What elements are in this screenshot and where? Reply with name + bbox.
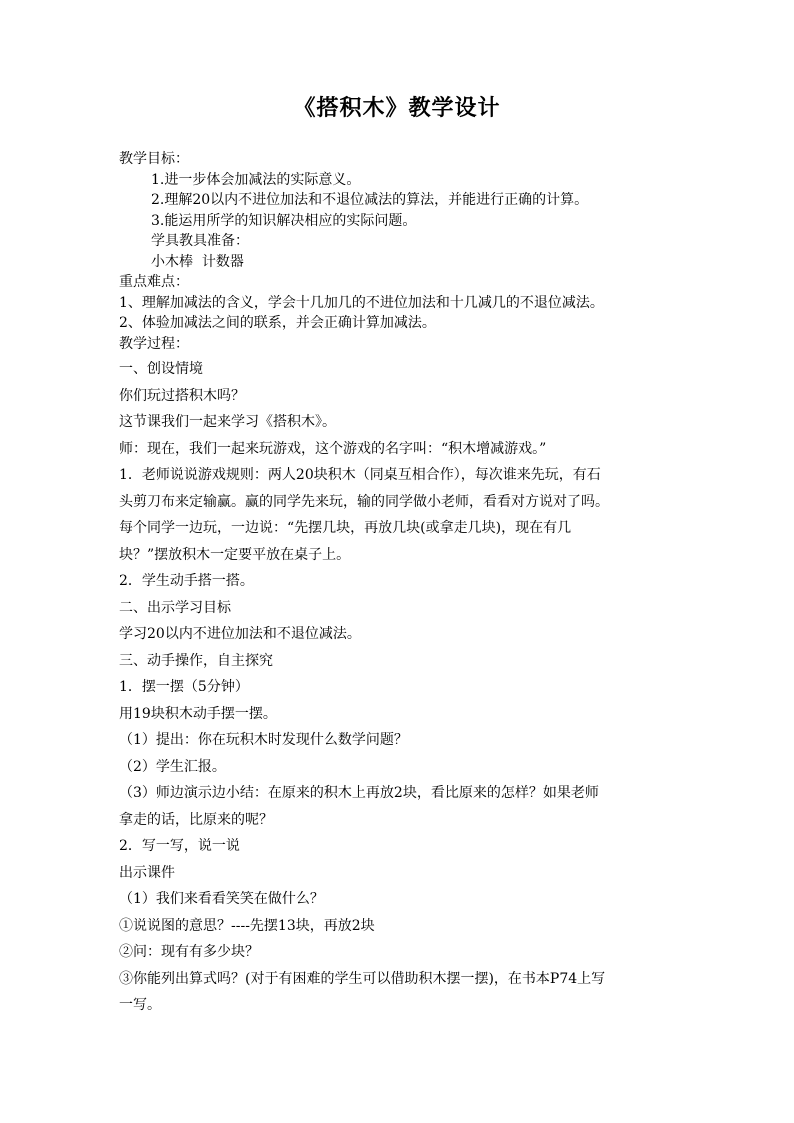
goals-heading: 教学目标： [119, 151, 189, 167]
paragraph: 拿走的话，比原来的呢？ [119, 811, 273, 828]
paragraph: 头剪刀布来定输赢。赢的同学先来玩，输的同学做小老师，看看对方说对了吗。 [119, 493, 609, 510]
paragraph: 学习20以内不进位加法和不退位减法。 [119, 626, 361, 642]
paragraph: （3）师边演示边小结：在原来的积木上再放2块，看比原来的怎样？如果老师 [119, 785, 599, 801]
goal-item: 1.进一步体会加减法的实际意义。 [151, 171, 361, 188]
paragraph: （1）提出：你在玩积木时发现什么数学问题？ [119, 732, 408, 748]
paragraph: ③你能列出算式吗？(对于有困难的学生可以借助积木摆一摆)，在书本P74上写 [119, 970, 606, 987]
keypoints-heading: 重点难点： [119, 274, 189, 290]
keypoint-item: 2、体验加减法之间的联系，并会正确计算加减法。 [119, 315, 436, 331]
paragraph: 用19块积木动手摆一摆。 [119, 705, 277, 722]
paragraph: （1）我们来看看笑笑在做什么？ [119, 891, 324, 907]
section-heading: 三、动手操作，自主探究 [119, 652, 273, 669]
section-heading: 一、创设情境 [119, 361, 203, 377]
paragraph: 每个同学一边玩，一边说：“先摆几块，再放几块(或拿走几块)，现在有几 [119, 520, 572, 536]
paragraph: 师：现在，我们一起来玩游戏，这个游戏的名字叫：“积木增减游戏。” [119, 440, 547, 457]
goal-item: 2.理解20以内不进位加法和不退位减法的算法，并能进行正确的计算。 [151, 192, 589, 208]
paragraph: 一写。 [119, 997, 161, 1013]
paragraph: 出示课件 [119, 864, 175, 881]
goal-item: 3.能运用所学的知识解决相应的实际问题。 [151, 212, 417, 229]
paragraph: ①说说图的意思？----先摆13块，再放2块 [119, 917, 375, 934]
section-heading: 二、出示学习目标 [119, 599, 231, 616]
paragraph: 1．摆一摆（5分钟） [119, 679, 249, 695]
process-heading: 教学过程： [119, 335, 189, 352]
paragraph: 块？”摆放积木一定要平放在桌子上。 [119, 546, 351, 563]
paragraph: ②问：现有有多少块？ [119, 944, 259, 960]
paragraph: 2．写一写，说一说 [119, 838, 240, 854]
paragraph: （2）学生汇报。 [119, 758, 226, 775]
document-title: 《搭积木》教学设计 [293, 96, 501, 121]
paragraph: 1．老师说说游戏规则：两人20块积木（同桌互相合作），每次谁来先玩，有石 [119, 467, 601, 483]
paragraph: 你们玩过搭积木吗？ [119, 387, 245, 404]
document-body [119, 149, 679, 1019]
paragraph: 这节课我们一起来学习《搭积木》。 [119, 414, 336, 430]
keypoint-item: 1、理解加减法的含义，学会十几加几的不进位加法和十几减几的不退位减法。 [119, 294, 604, 311]
paragraph: 2．学生动手搭一搭。 [119, 573, 254, 589]
materials-heading: 学具教具准备： [151, 233, 249, 249]
materials-list: 小木棒 计数器 [151, 253, 244, 270]
